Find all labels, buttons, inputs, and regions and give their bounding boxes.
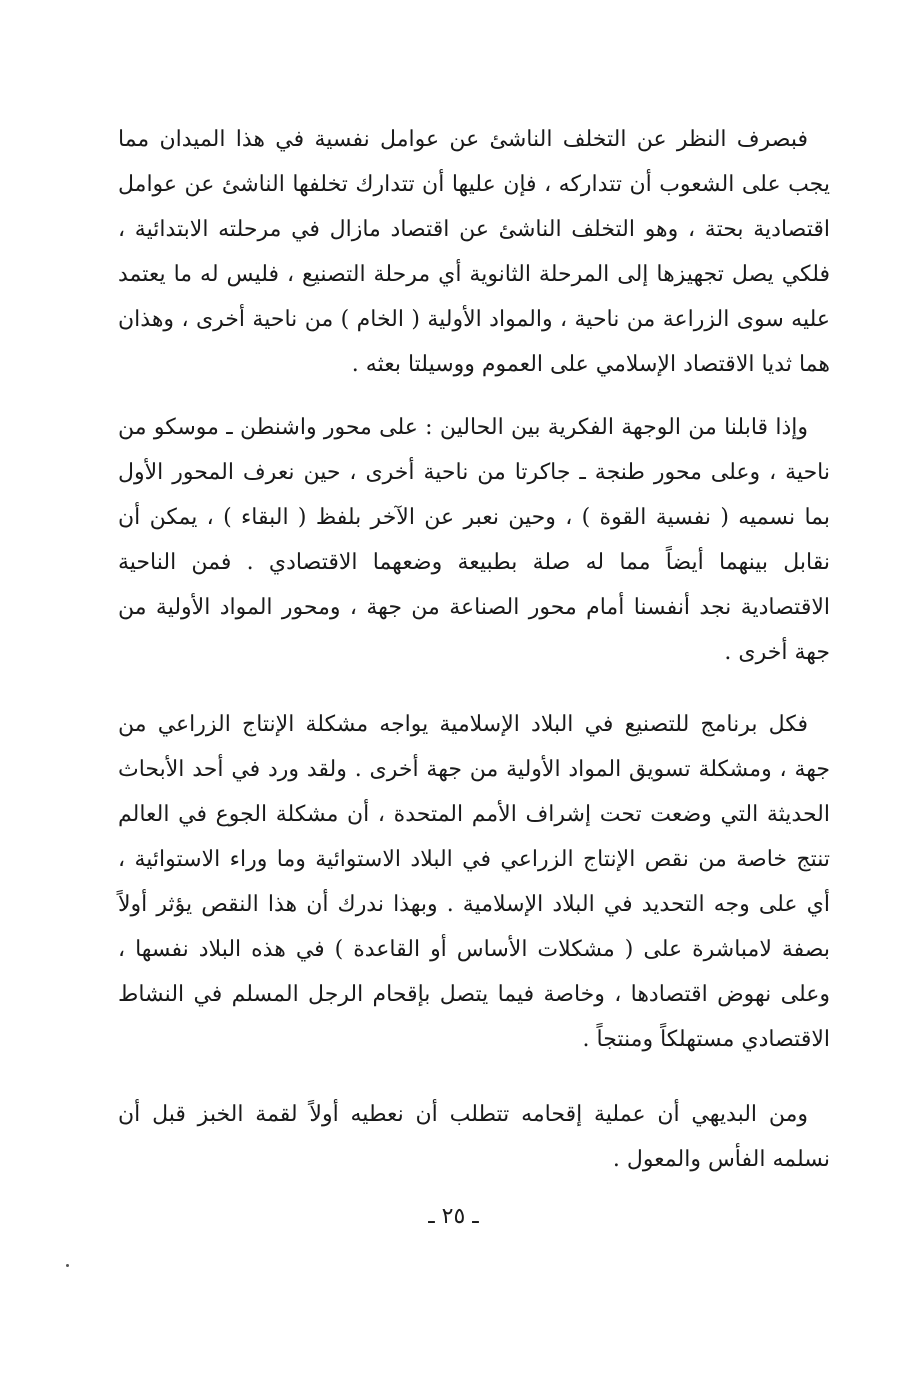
- page-number: ـ ٢٥ ـ: [428, 1204, 479, 1229]
- margin-speck: [66, 1264, 69, 1267]
- paragraph-text: فكل برنامج للتصنيع في البلاد الإسلامية يواجه مشكلة الإنتاج الزراعي من جهة ، ومشكلة تسويق المواد الأولية من جهة أخرى . ولقد ورد في أحد الأبحاث الحديثة التي وضعت تحت إشراف الأمم المتحدة ، أن مشكلة الجوع في العالم تنتج خاصة من نقص الإنتاج الزراعي في البلاد الاستوائية وما وراء الاستوائية ، أي على وجه التحديد في البلاد الإسلامية . وبهذا ندرك أن هذا النقص يؤثر أولاً بصفة لامباشرة على ( مشكلات الأساس أو القاعدة ) في هذه البلاد نفسها ، وعلى نهوض اقتصادها ، وخاصة فيما يتصل بإقحام الرجل المسلم في النشاط الاقتصادي مستهلكاً ومنتجاً .: [118, 712, 830, 1052]
- paragraph-2: [118, 405, 830, 675]
- paragraph-3: [118, 702, 830, 1062]
- paragraph-text: فبصرف النظر عن التخلف الناشئ عن عوامل نفسية في هذا الميدان مما يجب على الشعوب أن تتداركه ، فإن عليها أن تتدارك تخلفها الناشئ عن عوامل اقتصادية بحتة ، وهو التخلف الناشئ عن اقتصاد مازال في مرحلته الابتدائية ، فلكي يصل تجهيزها إلى المرحلة الثانوية أي مرحلة التصنيع ، فليس له ما يعتمد عليه سوى الزراعة من ناحية ، والمواد الأولية ( الخام ) من ناحية أخرى ، وهذان هما ثديا الاقتصاد الإسلامي على العموم ووسيلتا بعثه .: [118, 127, 831, 377]
- paragraph-text: ومن البديهي أن عملية إقحامه تتطلب أن نعطيه أولاً لقمة الخبز قبل أن نسلمه الفأس والمعول .: [118, 1102, 830, 1172]
- paragraph-1: [118, 117, 830, 387]
- paragraph-text: وإذا قابلنا من الوجهة الفكرية بين الحالين : على محور واشنطن ـ موسكو من ناحية ، وعلى محور طنجة ـ جاكرتا من ناحية أخرى ، حين نعرف المحور الأول بما نسميه ( نفسية القوة ) ، وحين نعبر عن الآخر بلفظ ( البقاء ) ، يمكن أن نقابل بينهما أيضاً مما له صلة بطبيعة وضعهما الاقتصادي . فمن الناحية الاقتصادية نجد أنفسنا أمام محور الصناعة من جهة ، ومحور المواد الأولية من جهة أخرى .: [118, 415, 830, 665]
- paragraph-4: [118, 1092, 830, 1182]
